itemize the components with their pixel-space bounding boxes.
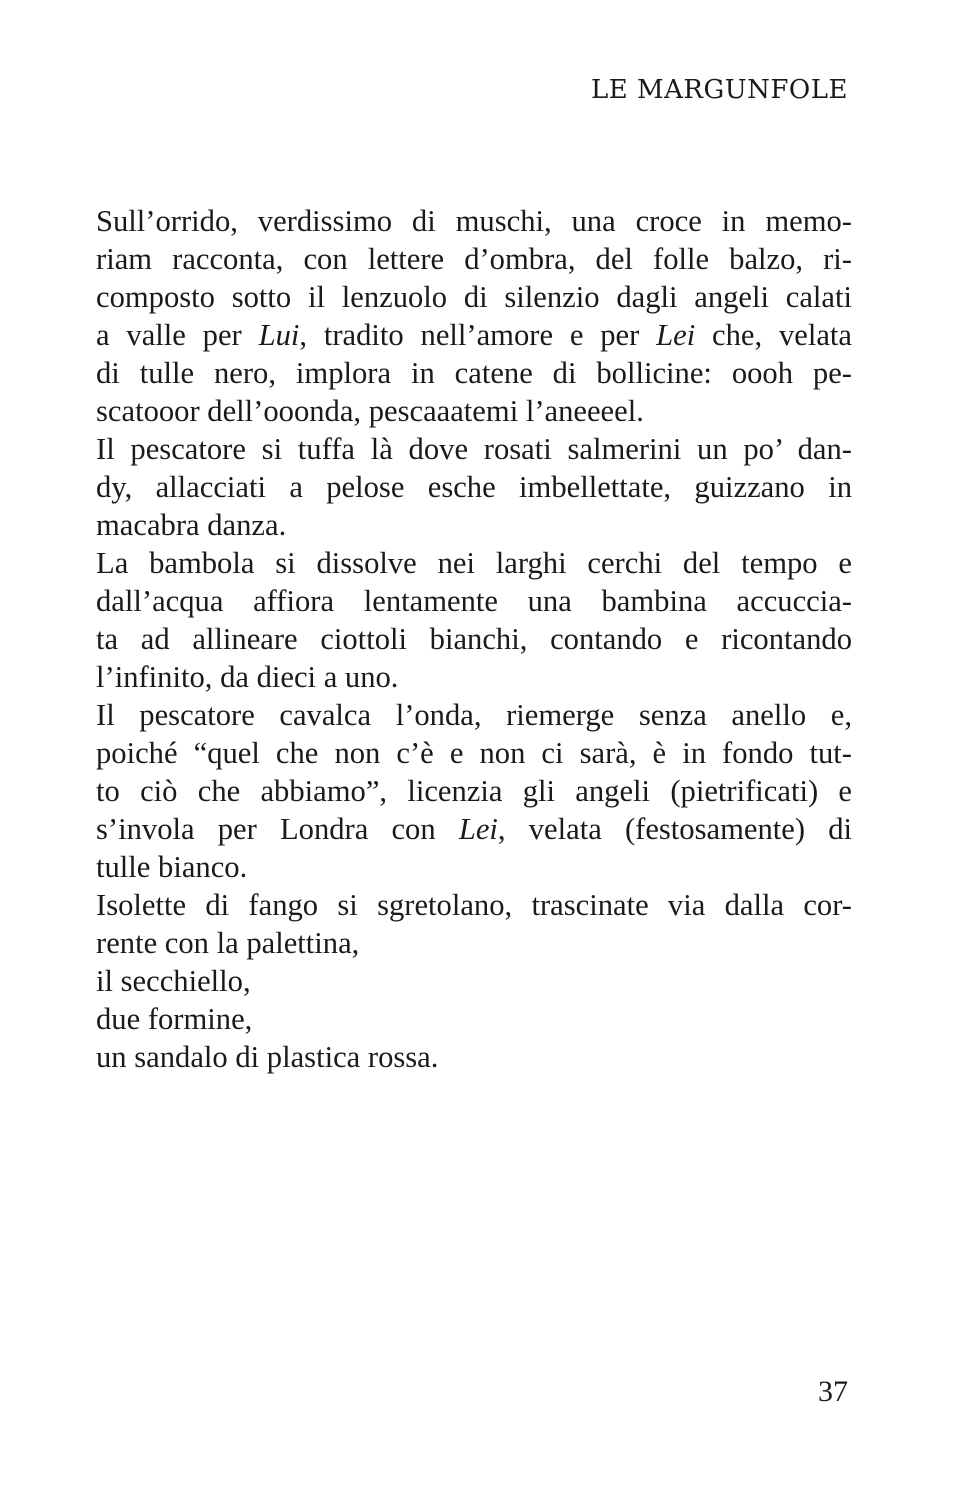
text-line: macabra danza.	[96, 508, 287, 542]
italic-word: Lui	[258, 318, 300, 352]
text-line: dy, allacciati a pelose esche imbellettate, guizzano in	[96, 470, 852, 504]
text-run: , velata (festosamente) di	[497, 812, 852, 846]
text-line: di tulle nero, implora in catene di bollicine: oooh pe-	[96, 356, 852, 390]
text-line: ta ad allineare ciottoli bianchi, contando e ricontando	[96, 622, 852, 656]
text-line: dall’acqua affiora lentamente una bambina accuccia-	[96, 584, 852, 618]
italic-word: Lei	[458, 812, 498, 846]
text-line: riam racconta, con lettere d’ombra, del folle balzo, ri-	[96, 242, 852, 276]
text-line: to ciò che abbiamo”, licenzia gli angeli (pietrificati) e	[96, 774, 852, 808]
text-line: l’infinito, da dieci a uno.	[96, 660, 399, 694]
text-line: composto sotto il lenzuolo di silenzio dagli angeli calati	[96, 280, 852, 314]
text-line: il secchiello,	[96, 964, 251, 998]
text-line: Il pescatore cavalca l’onda, riemerge senza anello e,	[96, 698, 852, 732]
text-line: Il pescatore si tuffa là dove rosati salmerini un po’ dan-	[96, 432, 852, 466]
text-line: rente con la palettina,	[96, 926, 360, 960]
text-line: Sull’orrido, verdissimo di muschi, una croce in memo-	[96, 204, 852, 238]
text-run: , tradito nell’amore e per	[299, 318, 657, 352]
body-text	[96, 202, 852, 1076]
text-line: poiché “quel che non c’è e non ci sarà, è in fondo tut-	[96, 736, 852, 770]
text-line: La bambola si dissolve nei larghi cerchi del tempo e	[96, 546, 852, 580]
text-run: che, velata	[695, 318, 852, 352]
text-line	[96, 316, 852, 354]
text-run: s’invola per Londra con	[96, 812, 459, 846]
text-line: scatooor dell’ooonda, pescaaatemi l’aneeeel.	[96, 394, 644, 428]
page-number: 37	[818, 1375, 848, 1408]
running-head: LE MARGUNFOLE	[590, 75, 848, 105]
text-line: due formine,	[96, 1002, 253, 1036]
text-run: a valle per	[96, 318, 259, 352]
text-line: un sandalo di plastica rossa.	[96, 1040, 439, 1074]
text-line: tulle bianco.	[96, 850, 248, 884]
text-line	[96, 810, 852, 848]
italic-word: Lei	[656, 318, 696, 352]
text-line: Isolette di fango si sgretolano, trascinate via dalla cor-	[96, 888, 852, 922]
